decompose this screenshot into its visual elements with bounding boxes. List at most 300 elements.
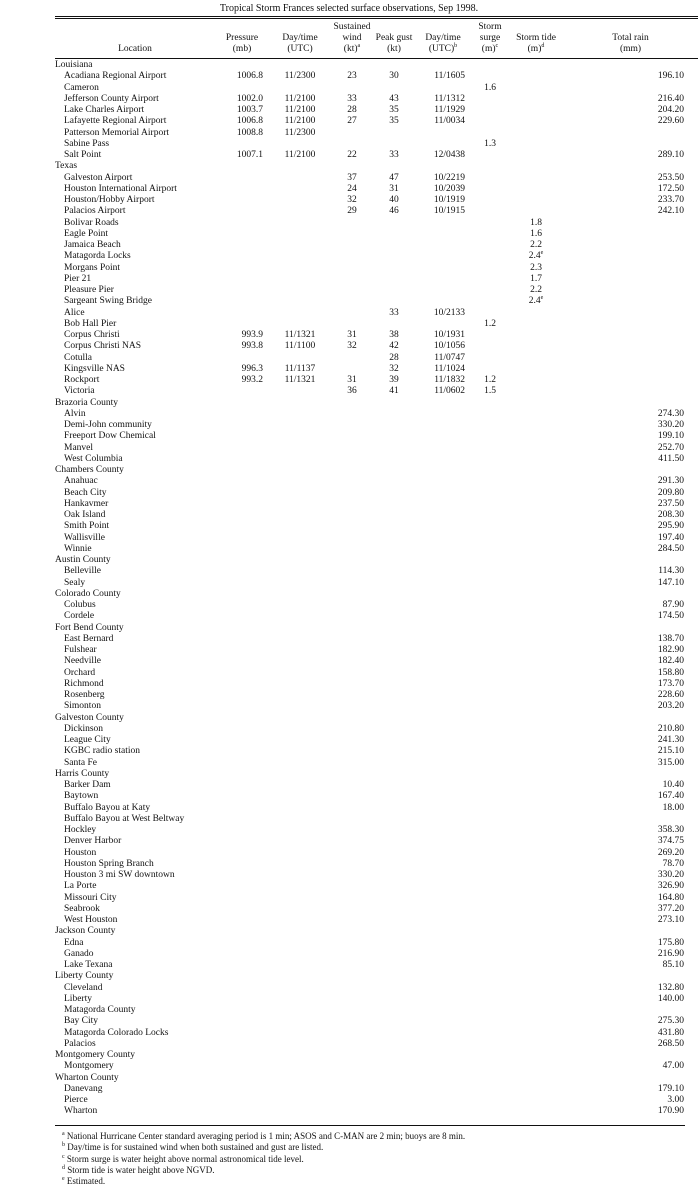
cell-tide-value: 2.4: [528, 296, 541, 307]
cell-wind: [331, 229, 373, 240]
cell-daytime2: [415, 960, 471, 971]
cell-pressure: [215, 308, 269, 319]
cell-wind: [331, 296, 373, 307]
cell-rain: [563, 386, 698, 397]
cell-wind: [331, 611, 373, 622]
cell-pressure: [215, 83, 269, 94]
cell-daytime: [269, 938, 331, 949]
cell-daytime2: [415, 803, 471, 814]
header-surge-l1: Storm: [478, 22, 502, 32]
cell-daytime2: [415, 274, 471, 285]
cell-wind: [331, 634, 373, 645]
header-daytime2-l1: Day/time: [425, 33, 461, 43]
cell-wind: [331, 420, 373, 431]
cell-rain: [563, 476, 698, 487]
cell-tide: [509, 859, 563, 870]
cell-gust: [373, 83, 415, 94]
cell-daytime2: [415, 836, 471, 847]
cell-wind: [331, 859, 373, 870]
cell-tide: [509, 94, 563, 105]
cell-pressure: [215, 814, 269, 825]
cell-daytime2: [415, 353, 471, 364]
cell-daytime-value: 11/1100: [284, 341, 316, 352]
cell-tide: [509, 949, 563, 960]
cell-gust-value: 46: [389, 206, 399, 217]
cell-pressure-value: 1003.7: [236, 105, 263, 115]
cell-rain: [563, 420, 698, 431]
cell-rain: [563, 184, 698, 195]
cell-gust: [373, 668, 415, 679]
cell-surge: [471, 510, 509, 521]
cell-gust: [373, 578, 415, 589]
cell-pressure: [215, 848, 269, 859]
group-label: Liberty County: [55, 971, 114, 982]
cell-rain-value: 330.20: [657, 420, 684, 430]
cell-pressure: [215, 139, 269, 150]
cell-gust: [373, 128, 415, 139]
cell-location: Oak Island: [64, 510, 106, 520]
group-row: [55, 161, 698, 172]
table-row: [55, 510, 698, 521]
cell-tide: [509, 679, 563, 690]
cell-rain: [563, 173, 698, 184]
cell-tide: [509, 758, 563, 769]
cell-daytime: [269, 735, 331, 746]
cell-tide: [509, 431, 563, 442]
cell-gust-value: 32: [389, 363, 399, 374]
cell-rain-value: 330.20: [657, 870, 684, 880]
cell-daytime2: [415, 758, 471, 769]
cell-gust: [373, 184, 415, 195]
cell-gust: [373, 364, 415, 375]
cell-daytime2: [415, 679, 471, 690]
cell-wind: [331, 488, 373, 499]
cell-wind: [331, 791, 373, 802]
cell-surge: [471, 409, 509, 420]
cell-location: Bay City: [64, 1016, 99, 1027]
cell-tide: [509, 128, 563, 139]
cell-tide-value: 1.7: [530, 273, 542, 284]
footnote: [62, 1176, 465, 1187]
cell-surge: [471, 803, 509, 814]
header-tide-l1: Storm tide: [516, 33, 556, 43]
cell-surge: [471, 780, 509, 791]
cell-surge: [471, 195, 509, 206]
cell-location: Dickinson: [64, 723, 104, 734]
table-row: [55, 274, 698, 285]
footnote-mark-c: c: [495, 43, 499, 49]
cell-daytime: [269, 319, 331, 330]
cell-tide: [509, 308, 563, 319]
cell-surge: [471, 128, 509, 139]
cell-wind: [331, 184, 373, 195]
cell-wind: [331, 251, 373, 262]
cell-pressure: [215, 443, 269, 454]
cell-gust: [373, 1016, 415, 1027]
header-location: [55, 22, 215, 59]
cell-rain-value: 208.30: [657, 510, 684, 520]
table-row: [55, 195, 698, 206]
cell-gust-value: 28: [389, 352, 399, 363]
cell-daytime2-value: 10/2133: [433, 307, 465, 318]
cell-tide-value: 2.2: [530, 240, 542, 250]
cell-tide: [509, 533, 563, 544]
cell-gust: [373, 94, 415, 105]
cell-rain-value: 374.75: [657, 836, 684, 847]
cell-rain-value: 210.80: [657, 723, 684, 734]
cell-location: Seabrook: [64, 903, 100, 914]
cell-daytime: [269, 431, 331, 442]
cell-wind: [331, 206, 373, 217]
cell-gust: [373, 420, 415, 431]
cell-surge: [471, 758, 509, 769]
cell-surge: [471, 1095, 509, 1106]
cell-surge: [471, 656, 509, 667]
cell-daytime: [269, 375, 331, 386]
cell-daytime: [269, 836, 331, 847]
cell-gust: [373, 263, 415, 274]
cell-tide: [509, 1095, 563, 1106]
cell-wind: [331, 803, 373, 814]
cell-surge: [471, 1084, 509, 1095]
cell-pressure: [215, 488, 269, 499]
footnote-mark-a: a: [357, 43, 361, 49]
cell-rain: [563, 893, 698, 904]
cell-rain: [563, 656, 698, 667]
cell-pressure-value: 1008.8: [236, 127, 263, 138]
footnote-text: Storm surge is water height above normal astronomical tide level.: [64, 1153, 304, 1164]
cell-rain-value: 273.10: [657, 915, 684, 925]
footnote-mark: d: [62, 1164, 65, 1171]
cell-daytime2: [415, 983, 471, 994]
cell-gust: [373, 375, 415, 386]
cell-daytime2: [415, 904, 471, 915]
cell-surge: [471, 173, 509, 184]
cell-rain: [563, 724, 698, 735]
cell-tide: [509, 1061, 563, 1072]
header-gust-l2: (kt): [387, 44, 401, 54]
cell-daytime2: [415, 690, 471, 701]
cell-location: Buffalo Bayou at Katy: [64, 802, 151, 813]
cell-rain: [563, 533, 698, 544]
cell-rain-value: 10.40: [662, 780, 684, 790]
cell-tide: [509, 173, 563, 184]
table-row: [55, 656, 698, 667]
cell-wind-value: 33: [347, 93, 357, 104]
table-row: [55, 454, 698, 465]
cell-rain: [563, 285, 698, 296]
table-row: [55, 645, 698, 656]
cell-gust: [373, 454, 415, 465]
cell-daytime: [269, 341, 331, 352]
cell-wind: [331, 578, 373, 589]
header-surge: [471, 22, 509, 59]
cell-tide: [509, 409, 563, 420]
cell-gust: [373, 544, 415, 555]
cell-daytime2: [415, 634, 471, 645]
cell-rain: [563, 319, 698, 330]
header-location-label: Location: [118, 44, 152, 54]
cell-wind: [331, 544, 373, 555]
cell-tide: [509, 724, 563, 735]
cell-rain-value: 326.90: [657, 881, 684, 892]
cell-wind: [331, 431, 373, 442]
cell-location: Wallisville: [64, 532, 105, 543]
cell-pressure: [215, 195, 269, 206]
cell-gust: [373, 195, 415, 206]
cell-daytime2-value: 10/1056: [433, 341, 465, 352]
group-label: Jackson County: [55, 926, 116, 937]
cell-tide-value: 1.6: [530, 228, 542, 239]
cell-surge: [471, 578, 509, 589]
cell-gust: [373, 1106, 415, 1117]
table-row: [55, 679, 698, 690]
cell-tide: [509, 330, 563, 341]
cell-tide: [509, 544, 563, 555]
cell-rain-value: 216.40: [657, 93, 684, 104]
cell-daytime: [269, 578, 331, 589]
cell-tide: [509, 848, 563, 859]
cell-tide: [509, 499, 563, 510]
cell-tide: [509, 510, 563, 521]
table-row: [55, 949, 698, 960]
cell-gust: [373, 150, 415, 161]
table-row: [55, 791, 698, 802]
cell-rain-value: 203.20: [657, 701, 684, 712]
cell-rain: [563, 814, 698, 825]
cell-location: Cordele: [64, 611, 95, 622]
cell-daytime2: [415, 296, 471, 307]
cell-daytime: [269, 960, 331, 971]
table-row: [55, 915, 698, 926]
cell-gust-value: 33: [389, 150, 399, 160]
table-row: [55, 229, 698, 240]
table-row: [55, 983, 698, 994]
cell-daytime: [269, 803, 331, 814]
cell-pressure: [215, 150, 269, 161]
cell-daytime2-value: 11/1312: [434, 93, 465, 104]
cell-daytime: [269, 1106, 331, 1117]
cell-daytime: [269, 668, 331, 679]
cell-rain: [563, 139, 698, 150]
table-row: [55, 364, 698, 375]
table-row: [55, 431, 698, 442]
cell-daytime2: [415, 409, 471, 420]
cell-location: Ganado: [64, 948, 94, 959]
cell-daytime-value: 11/2100: [284, 105, 316, 115]
cell-location: Houston International Airport: [64, 183, 177, 194]
cell-gust: [373, 499, 415, 510]
table-row: [55, 803, 698, 814]
table-row: [55, 386, 698, 397]
cell-rain-value: 199.10: [657, 431, 684, 442]
footnote-mark: a: [62, 1131, 65, 1137]
cell-rain: [563, 578, 698, 589]
cell-gust: [373, 285, 415, 296]
cell-surge: [471, 521, 509, 532]
cell-daytime2: [415, 499, 471, 510]
cell-daytime2: [415, 1005, 471, 1016]
cell-gust: [373, 960, 415, 971]
cell-location: Manvel: [64, 442, 94, 453]
cell-pressure: [215, 780, 269, 791]
cell-wind: [331, 780, 373, 791]
cell-gust-value: 35: [389, 116, 399, 127]
cell-pressure: [215, 218, 269, 229]
cell-rain-value: 295.90: [657, 521, 684, 532]
cell-wind: [331, 600, 373, 611]
cell-rain: [563, 94, 698, 105]
cell-daytime: [269, 915, 331, 926]
cell-surge-value: 1.2: [484, 318, 496, 329]
cell-wind: [331, 836, 373, 847]
cell-rain-value: 358.30: [657, 825, 684, 835]
cell-gust: [373, 139, 415, 150]
cell-tide: [509, 578, 563, 589]
cell-pressure: [215, 330, 269, 341]
cell-surge: [471, 229, 509, 240]
cell-wind: [331, 814, 373, 825]
cell-surge: [471, 274, 509, 285]
cell-gust: [373, 443, 415, 454]
cell-rain-value: 167.40: [657, 791, 684, 802]
cell-daytime: [269, 173, 331, 184]
cell-location: Matagorda County: [64, 1005, 136, 1015]
cell-gust: [373, 915, 415, 926]
cell-rain-value: 237.50: [657, 498, 684, 509]
footnote-text: Estimated.: [64, 1176, 106, 1187]
cell-pressure: [215, 263, 269, 274]
cell-surge: [471, 994, 509, 1005]
table-row: [55, 308, 698, 319]
table-row: [55, 150, 698, 161]
cell-surge-value: 1.6: [484, 82, 496, 93]
cell-rain: [563, 128, 698, 139]
cell-tide: [509, 251, 563, 262]
cell-daytime2: [415, 701, 471, 712]
cell-location: Rockport: [64, 375, 100, 385]
cell-surge: [471, 814, 509, 825]
cell-pressure: [215, 533, 269, 544]
cell-daytime: [269, 128, 331, 139]
table-row: [55, 330, 698, 341]
table-row: [55, 263, 698, 274]
cell-rain: [563, 611, 698, 622]
cell-daytime2: [415, 949, 471, 960]
cell-tide: [509, 195, 563, 206]
cell-daytime2: [415, 263, 471, 274]
cell-daytime2: [415, 859, 471, 870]
cell-gust-value: 47: [389, 172, 399, 183]
cell-pressure: [215, 735, 269, 746]
cell-gust: [373, 634, 415, 645]
cell-surge: [471, 420, 509, 431]
header-rain-l1: Total rain: [612, 33, 649, 43]
cell-tide: [509, 938, 563, 949]
cell-daytime: [269, 690, 331, 701]
cell-rain: [563, 375, 698, 386]
cell-pressure: [215, 274, 269, 285]
cell-wind-value: 27: [347, 116, 357, 127]
cell-rain: [563, 668, 698, 679]
cell-surge: [471, 533, 509, 544]
cell-surge: [471, 544, 509, 555]
cell-gust: [373, 758, 415, 769]
cell-pressure: [215, 510, 269, 521]
cell-rain: [563, 780, 698, 791]
group-row: [55, 398, 698, 409]
cell-wind: [331, 263, 373, 274]
cell-gust: [373, 893, 415, 904]
cell-location: Edna: [64, 937, 84, 948]
cell-daytime2-value: 10/1919: [433, 195, 465, 205]
cell-rain-value: 233.70: [657, 195, 684, 205]
cell-daytime2: [415, 746, 471, 757]
cell-daytime: [269, 994, 331, 1005]
cell-tide: [509, 825, 563, 836]
group-row: [55, 60, 698, 71]
table-row: [55, 533, 698, 544]
cell-location: Fulshear: [64, 645, 97, 655]
cell-wind: [331, 1005, 373, 1016]
cell-pressure: [215, 758, 269, 769]
cell-tide: [509, 634, 563, 645]
cell-tide: [509, 893, 563, 904]
cell-surge: [471, 870, 509, 881]
cell-surge: [471, 1005, 509, 1016]
cell-location: Bob Hall Pier: [64, 318, 117, 329]
cell-rain: [563, 904, 698, 915]
cell-rain: [563, 938, 698, 949]
cell-wind: [331, 1039, 373, 1050]
cell-location: Barker Dam: [64, 780, 111, 790]
cell-gust: [373, 690, 415, 701]
cell-daytime: [269, 780, 331, 791]
cell-pressure: [215, 1084, 269, 1095]
cell-rain: [563, 634, 698, 645]
cell-rain-value: 87.90: [662, 600, 684, 610]
cell-location: Pierce: [64, 1095, 88, 1105]
cell-location: Needville: [64, 656, 101, 667]
table-row: [55, 701, 698, 712]
cell-gust: [373, 803, 415, 814]
cell-wind: [331, 308, 373, 319]
cell-wind: [331, 566, 373, 577]
cell-pressure: [215, 240, 269, 251]
cell-wind: [331, 128, 373, 139]
cell-location: Galveston Airport: [64, 172, 133, 183]
cell-gust: [373, 1028, 415, 1039]
cell-location: Pier 21: [64, 273, 92, 284]
cell-location: Buffalo Bayou at West Beltway: [64, 813, 185, 824]
cell-pressure: [215, 409, 269, 420]
cell-gust: [373, 859, 415, 870]
footnote-mark: c: [62, 1153, 65, 1160]
cell-daytime2: [415, 521, 471, 532]
cell-surge-value: 1.2: [484, 375, 496, 385]
cell-tide: [509, 341, 563, 352]
cell-pressure: [215, 634, 269, 645]
cell-location: Victoria: [64, 386, 95, 397]
cell-gust-value: 38: [389, 330, 399, 340]
cell-daytime: [269, 656, 331, 667]
cell-pressure: [215, 353, 269, 364]
cell-location: Orchard: [64, 667, 96, 678]
cell-daytime: [269, 600, 331, 611]
cell-tide: [509, 150, 563, 161]
cell-surge: [471, 690, 509, 701]
cell-pressure-value: 993.9: [241, 330, 263, 340]
